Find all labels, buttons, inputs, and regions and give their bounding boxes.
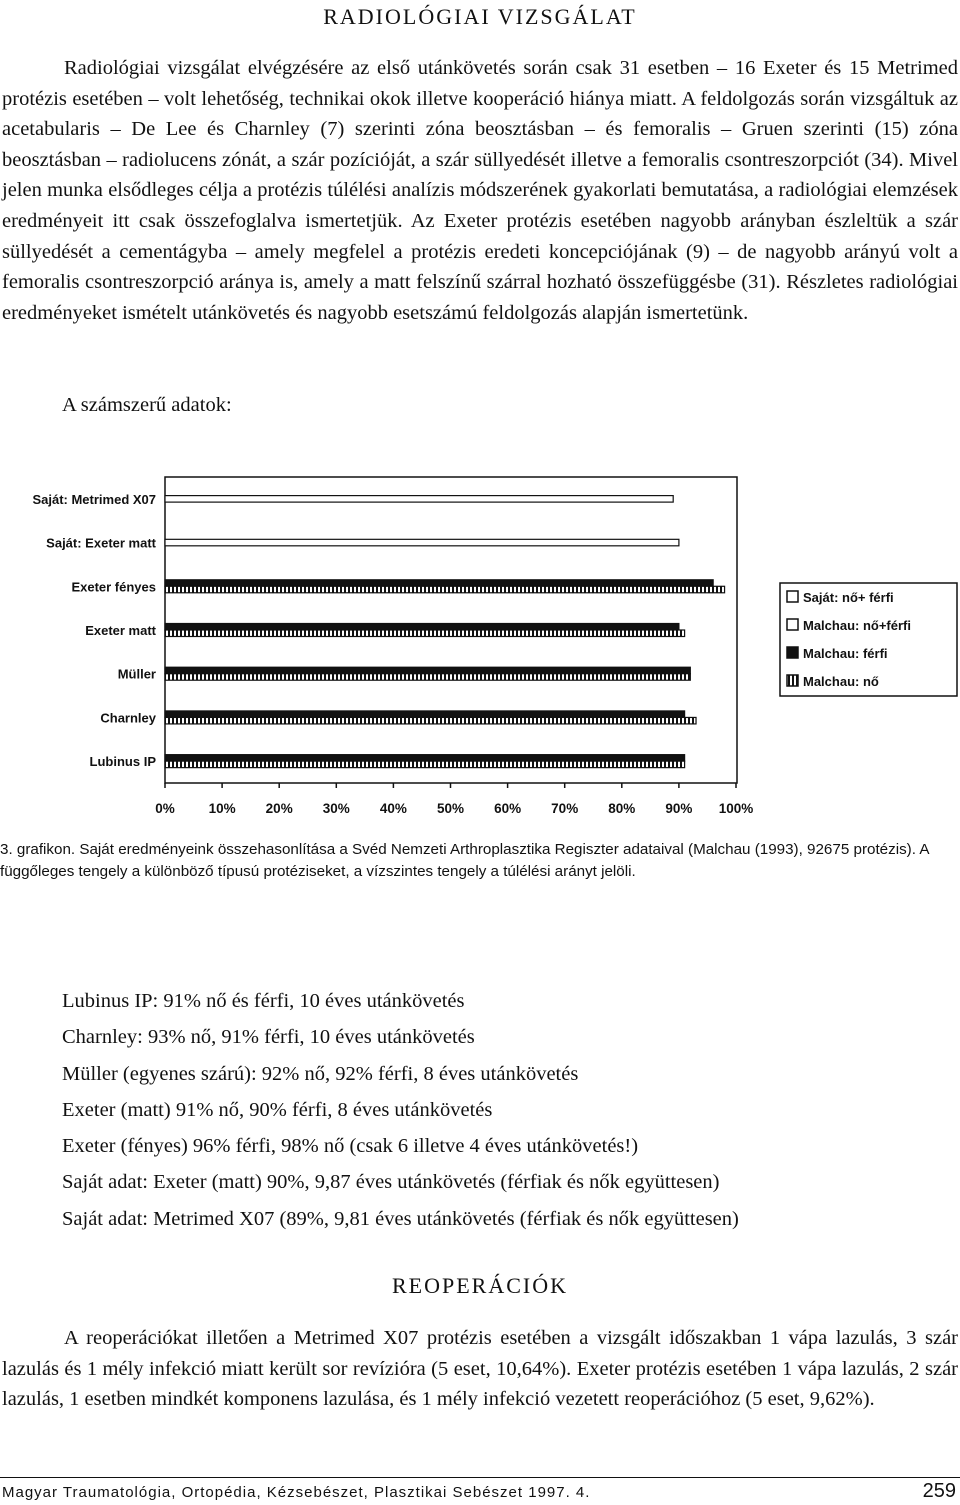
- page-footer: [0, 1477, 960, 1505]
- bar: [165, 761, 685, 768]
- bar: [165, 624, 679, 631]
- caption-text: Saját eredményeink összehasonlítása a Svéd Nemzeti Arthroplasztika Regiszter adataival (Malchau (1993), 92675 protézis). A függőleges tengely a különböző típusú protéziseket, a vízszintes tengely a túlélési arányt jelöli.: [0, 841, 929, 880]
- data-subheading: A számszerű adatok:: [62, 394, 232, 416]
- bar: [165, 539, 679, 546]
- x-tick-label: 30%: [322, 801, 350, 816]
- legend-label: Malchau: nő: [803, 674, 879, 689]
- legend-swatch: [787, 647, 798, 658]
- chart-legend: [780, 583, 957, 696]
- category-label: Müller: [117, 666, 156, 682]
- category-label: Lubinus IP: [89, 754, 156, 770]
- x-tick-label: 90%: [665, 801, 693, 816]
- category-label: Exeter matt: [85, 623, 156, 638]
- category-label: Saját: Metrimed X07: [32, 491, 156, 507]
- category-label: Saját: Exeter matt: [46, 535, 156, 551]
- section-title-radiologia: RADIOLÓGIAI VIZSGÁLAT: [323, 4, 637, 29]
- data-item-muller: Müller (egyenes szárú): 92% nő, 92% férfi, 8 éves utánkövetés: [62, 1062, 579, 1085]
- reoperation-paragraph: A reoperációkat illetően a Metrimed X07 protézis esetében a vizsgált időszakban 1 vápa lazulás, 3 szár lazulás és 1 mély infekció miatt került sor revízióra (5 eset, 10,64%). Exeter protézis esetében 1 vápa lazulás, 2 szár lazulás, 1 esetben mindkét komponens lazulása, és 1 mély infekció vezetett reoperációhoz (5 eset, 9,62%).: [2, 1327, 958, 1411]
- x-tick-label: 80%: [608, 801, 636, 816]
- legend-label: Saját: nő+ férfi: [803, 590, 894, 605]
- category-labels: [32, 492, 156, 769]
- survival-bar-chart: [0, 455, 960, 827]
- category-label: Charnley: [100, 710, 156, 726]
- x-tick-label: 50%: [436, 801, 465, 816]
- legend-label: Malchau: férfi: [803, 646, 888, 661]
- x-tick-labels: [155, 783, 753, 816]
- x-tick-label: 100%: [718, 801, 754, 816]
- bar: [165, 755, 685, 762]
- data-item-exeter-matt: Exeter (matt) 91% nő, 90% férfi, 8 éves utánkövetés: [62, 1098, 493, 1121]
- data-item-lubinus: Lubinus IP: 91% nő és férfi, 10 éves utánkövetés: [62, 990, 465, 1012]
- page-number: 259: [922, 1480, 956, 1502]
- bar: [165, 586, 725, 593]
- category-label: Exeter fényes: [71, 579, 156, 595]
- caption-label: 3. grafikon.: [0, 841, 76, 858]
- legend-swatch: [787, 619, 798, 630]
- data-list: [62, 983, 739, 1237]
- bar: [165, 496, 673, 503]
- bar: [165, 717, 696, 724]
- legend-label: Malchau: nő+férfi: [803, 618, 911, 633]
- bar: [165, 580, 713, 587]
- radiology-paragraph: Radiológiai vizsgálat elvégzésére az első utánkövetés során csak 31 esetben – 16 Exeter és 15 Metrimed protézis esetében – volt lehetőség, technikai okok illetve kooperáció hiánya miatt. A feldolgozás során vizsgáltuk az acetabularis – De Lee és Charnley (7) szerinti zóna beosztásban – és femoralis – Gruen szerinti (15) zóna beosztásban – radiolucens zónát, a szár pozícióját, a szár süllyedését illetve a femoralis csontreszorpciót (34). Mivel jelen munka elsődleges célja a protézis túlélési analízis módszerének gyakorlati bemutatása, a radiológiai elemzések eredményeit itt csak összefoglalva ismertetjük. Az Exeter protézis esetében nagyobb arányban észleltük a szár süllyedését a cementágyba – amely megfelel a protézis eredeti koncepciójának (9) – de nagyobb arányú volt a femoralis csontreszorpció aránya is, amely a matt felszínű szárral hozható összefüggésbe (31). Részletes radiológiai eredményeket ismételt utánkövetés és nagyobb esetszámú feldolgozás alapján ismertetünk.: [2, 57, 958, 324]
- legend-swatch: [787, 675, 798, 686]
- section-title-reoperacio: REOPERÁCIÓK: [391, 1273, 568, 1298]
- bar: [165, 674, 690, 681]
- data-item-own-exeter: Saját adat: Exeter (matt) 90%, 9,87 éves utánkövetés (férfiak és nők együttesen): [62, 1171, 720, 1194]
- bar: [165, 630, 685, 637]
- x-tick-label: 10%: [208, 801, 236, 816]
- x-tick-label: 20%: [265, 801, 293, 816]
- journal-name: Magyar Traumatológia, Ortopédia, Kézsebészet, Plasztikai Sebészet 1997. 4.: [2, 1484, 591, 1501]
- data-item-exeter-polished: Exeter (fényes) 96% férfi, 98% nő (csak 6 illetve 4 éves utánkövetés!): [62, 1135, 639, 1158]
- legend-swatch: [787, 591, 798, 602]
- bar: [165, 667, 690, 674]
- data-item-own-metrimed: Saját adat: Metrimed X07 (89%, 9,81 éves utánkövetés (férfiak és nők együttesen): [62, 1207, 739, 1230]
- x-tick-label: 70%: [551, 801, 579, 816]
- data-item-charnley: Charnley: 93% nő, 91% férfi, 10 éves utánkövetés: [62, 1026, 475, 1049]
- x-tick-label: 60%: [494, 801, 522, 816]
- x-tick-label: 40%: [379, 801, 407, 816]
- bar: [165, 711, 685, 718]
- x-tick-label: 0%: [155, 801, 175, 816]
- figure-caption: [0, 839, 958, 882]
